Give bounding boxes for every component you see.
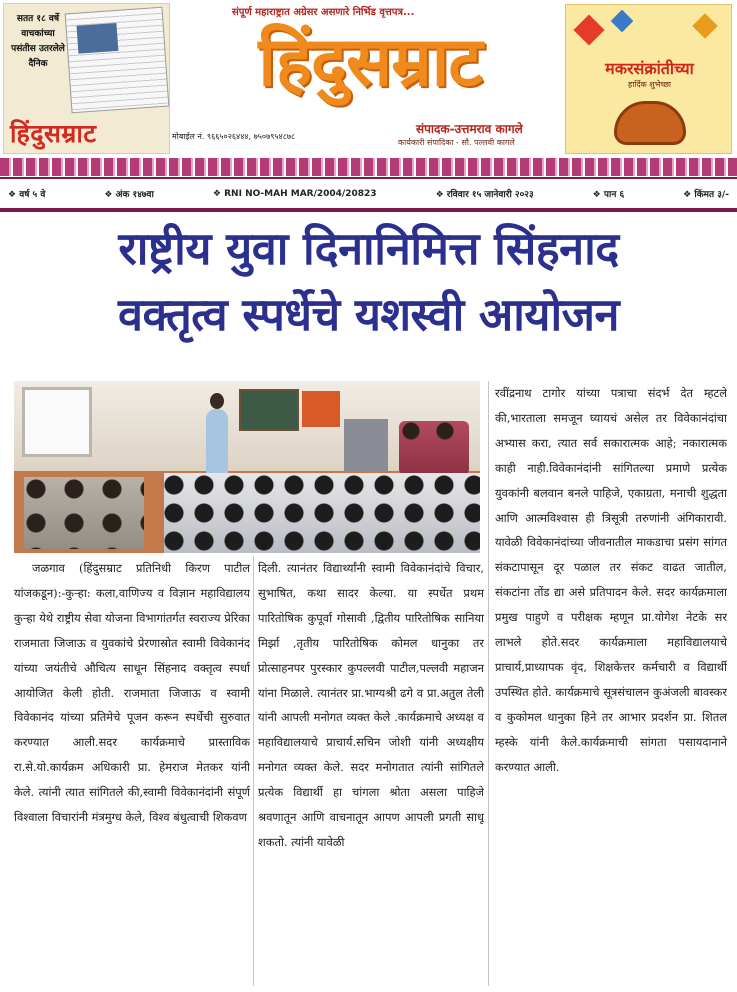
blackboard xyxy=(239,389,299,431)
brand-tagline: संपूर्ण महाराष्ट्रात अग्रेसर असणारे निर्भिड वृत्तपत्र... xyxy=(232,7,415,18)
article-headline xyxy=(0,216,737,348)
guest-panel xyxy=(399,421,469,475)
editor-name: संपादक-उत्तमराव कागले xyxy=(416,122,523,136)
newspaper-name: हिंदुसम्राट xyxy=(258,23,482,102)
newspaper-stack-image xyxy=(65,7,170,114)
sweets-pot-image xyxy=(614,101,686,145)
masthead xyxy=(0,0,737,158)
article-column-3 xyxy=(495,381,727,986)
page-number: ❖ पान ६ xyxy=(592,190,625,200)
article-paragraph: जळगाव (हिंदुसम्राट प्रतिनिधी किरण पाटील यांजकडून):-कुऱ्हा: कला,वाणिज्य व विज्ञान महाविद्यालय कुऱ्हा येथे राष्ट्रीय सेवा योजना विभागांतर्गत स्वराज्य प्रेरिका राजमाता जिजाऊ व युवकांचे प्रेरणास्रोत स्वामी विवेकानंद यांच्या जयंतीचे औचित्य साधून सिंहनाद वक्तृत्व स्पर्धा आयोजित केली होती. राजमाता जिजाऊ व स्वामी विवेकानंद यांच्या प्रतिमेचे पूजन करून स्पर्धेची सुरुवात करण्यात आली.सदर कार्यक्रमाचे प्रास्ताविक रा.से.यो.कार्यक्रम अधिकारी प्रा. हेमराज मेतकर यांनी केले. त्यांनी त्यात सांगितले की,स्वामी विवेकानंदांनी संपूर्ण विश्वाला विचारांनी मंत्रमुग्ध केले, विश्व बंधुत्वाची शिकवण xyxy=(14,561,250,825)
seated-audience xyxy=(24,477,144,549)
rni-number: ❖ RNI NO-MAH MAR/2004/20823 xyxy=(212,188,377,199)
executive-editor-name: कार्यकारी संपादिका - सौ. पल्लवी कागले xyxy=(398,138,515,147)
article-column-2 xyxy=(258,556,484,986)
speaker-figure xyxy=(206,409,228,477)
article-paragraph: दिली. त्यानंतर विद्यार्थ्यांनी स्वामी विवेकानंदांचे विचार, सुभाषित, कथा सादर केल्या. या स्पर्धेत प्रथम पारितोषिक कुपूर्वा गोसावी ,द्वितीय पारितोषिक सानिया मिर्झा ,तृतीय पारितोषिक कोमल धानुका तर प्रोत्साहनपर पुरस्कार कुपल्लवी पाटील,पल्लवी महाजन यांना मिळाले. त्यानंतर प्रा.भाग्यश्री ढगे व प्रा.अतुल तेली यांनी आपली मनोगत व्यक्त केले .कार्यक्रमाचे अध्यक्ष व महाविद्यालयाचे प्राचार्य.सचिन जोशी यांनी अध्यक्षीय मनोगत व्यक्त केले. सदर मनोगतात त्यांनी सांगितले प्रत्येक विद्यार्थी हा चांगला श्रोता असला पाहिजे श्रवणातून आणि वाचनातून आपण आपली प्रगती साधू शकतो. त्यांनी यावेळी xyxy=(258,561,484,849)
right-promo-ad xyxy=(565,4,732,154)
left-promo-ad xyxy=(3,3,170,154)
issue-info-bar xyxy=(0,177,737,212)
kite-icon xyxy=(692,13,717,38)
kite-icon xyxy=(573,14,604,45)
window xyxy=(22,387,92,457)
cupboard xyxy=(344,419,388,471)
newspaper-brand xyxy=(172,0,562,158)
event-photo xyxy=(14,381,480,553)
kite-icon xyxy=(611,10,634,33)
issue-date: ❖ रविवार १५ जानेवारी २०२३ xyxy=(435,190,534,200)
article-paragraph: रवींद्रनाथ टागोर यांच्या पत्राचा संदर्भ देत म्हटले की,भारताला समजून घ्यायचं असेल तर विवेकानंदांचा अभ्यास करा, त्यात सर्व सकारात्मक आहे; नकारात्मक काही नाही.विवेकानंदांनी सांगितल्या प्रमाणे प्रत्येक युवकांनी बलवान बनले पाहिजे, एकाग्रता, मनाची शुद्धता आणि आत्मविश्वास ही त्रिसूत्री तरुणांनी अंगिकारावी. यावेळी विवेकानंदांच्या जीवनातील माकडाचा प्रसंग सांगत संकटापासून दूर पळाल तर संकट वाढत जातील, संकटांना तोंड द्या असे प्रतिपादन केले. सदर कार्यक्रमाला प्रमुख पाहुणे व परीक्षक म्हणून प्रा.योगेश नेटके सर लाभले होते.सदर कार्यक्रमाला महाविद्यालयाचे प्राचार्य,प्राध्यापक वृंद, शिक्षकेत्तर कर्मचारी व विद्यार्थी उपस्थित होते. कार्यक्रमाचे सूत्रसंचालन कुअंजली बावस्कर व कुकोमल धानुका हिने तर आभार प्रदर्शन प्रा. शितल म्हस्के यांनी केले.कार्यक्रमाची सांगता पसायदानाने करण्यात आली. xyxy=(495,386,727,774)
headline-line-2: वक्तृत्व स्पर्धेचे यशस्वी आयोजन xyxy=(117,288,620,341)
right-promo-title: मकरसंक्रांतीच्या xyxy=(605,59,694,78)
contact-numbers: मोबाईल नं. ९६६५०२६४४४, ७५०७९५४८७८ xyxy=(172,132,296,141)
poster xyxy=(302,391,340,427)
article-column-1 xyxy=(14,556,250,986)
student-audience xyxy=(164,473,480,553)
price: ❖ किंमत ३/- xyxy=(683,190,729,200)
left-promo-tag: सतत १८ वर्षे वाचकांच्या पसंतीस उतरलेले दैनिक xyxy=(11,14,65,69)
left-promo-logo: हिंदुसम्राट xyxy=(10,119,97,148)
column-divider xyxy=(488,381,489,986)
issue-number: ❖ अंक १४७वा xyxy=(104,190,154,200)
column-divider xyxy=(253,556,254,986)
volume-year: ❖ वर्ष ५ वे xyxy=(8,190,46,200)
decorative-strip xyxy=(0,158,737,176)
right-promo-subtitle: हार्दिक शुभेच्छा xyxy=(627,80,671,89)
headline-line-1: राष्ट्रीय युवा दिनानिमित्त सिंहनाद xyxy=(118,222,619,275)
